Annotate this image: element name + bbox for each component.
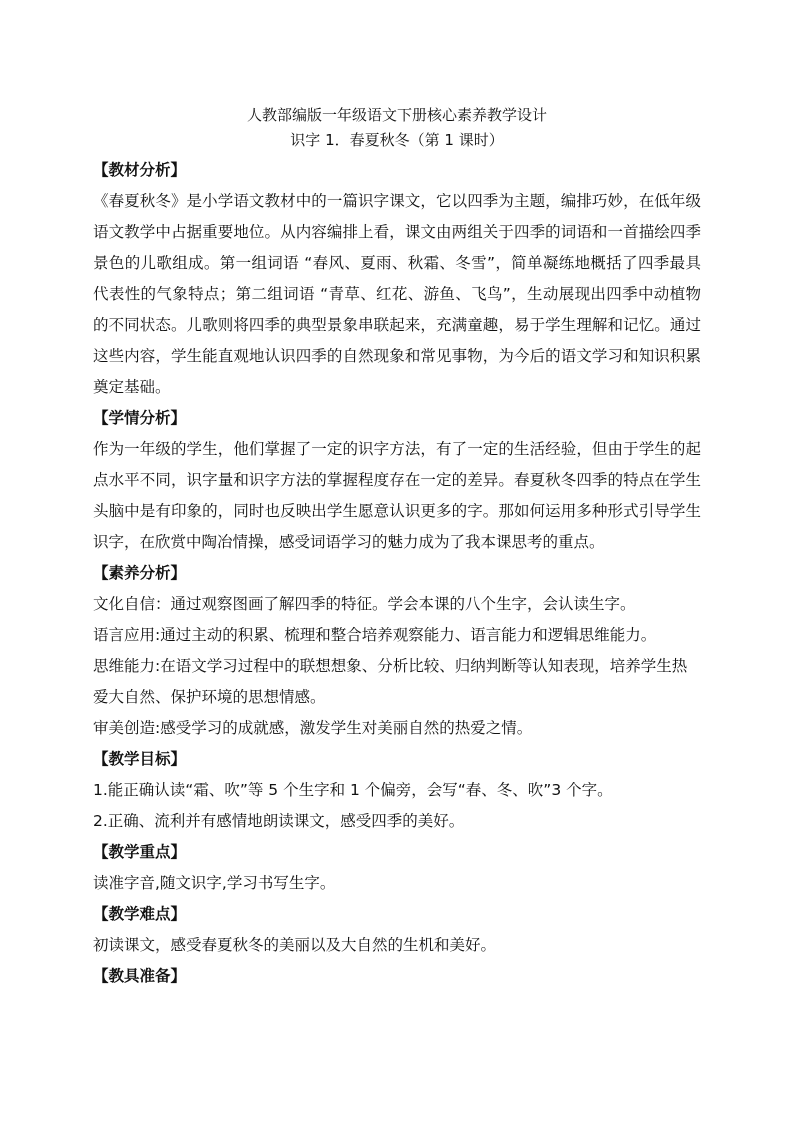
heading-textbook-analysis: 【教材分析】 xyxy=(93,161,187,179)
heading-teaching-key-points: 【教学重点】 xyxy=(93,843,187,861)
heading-literacy-analysis: 【素养分析】 xyxy=(93,564,187,582)
literacy-item-thinking-ability: 思维能力:在语文学习过程中的联想想象、分析比较、归纳判断等认知表现，培养学生热爱大自然、保护环境的思想情感。 xyxy=(93,657,688,706)
difficulties-text: 初读课文，感受春夏秋冬的美丽以及大自然的生机和美好。 xyxy=(93,936,497,954)
key-points-text: 读准字音,随文识字,学习书写生字。 xyxy=(93,874,336,892)
goal-item-1: 1.能正确认读“霜、吹”等 5 个生字和 1 个偏旁，会写“春、冬、吹”3 个字。 xyxy=(93,781,613,799)
heading-student-analysis: 【学情分析】 xyxy=(93,409,187,427)
document-subtitle: 识字 1．春夏秋冬（第 1 课时） xyxy=(290,131,504,149)
paragraph-textbook-analysis: 《春夏秋冬》是小学语文教材中的一篇识字课文，它以四季为主题，编排巧妙，在低年级语文教学中占据重要地位。从内容编排上看，课文由两组关于四季的词语和一首描绘四季景色的儿歌组成。第一组词语 “春风、夏雨、秋霜、冬雪”，简单凝练地概括了四季最具代表性的气象特点；第二组词语 “青草、红花、游鱼、飞鸟”，生动展现出四季中动植物的不同状态。儿歌则将四季的典型景象串联起来，充满童趣，易于学生理解和记忆。通过这些内容，学生能直观地认识四季的自然现象和常见事物，为今后的语文学习和知识积累奠定基础。 xyxy=(93,192,701,396)
heading-teaching-materials: 【教具准备】 xyxy=(93,967,187,985)
document-content xyxy=(93,103,701,992)
literacy-item-language-use: 语言应用:通过主动的积累、梳理和整合培养观察能力、语言能力和逻辑思维能力。 xyxy=(93,626,657,644)
heading-teaching-difficulties: 【教学难点】 xyxy=(93,905,187,923)
heading-teaching-goals: 【教学目标】 xyxy=(93,750,187,768)
literacy-item-cultural-confidence: 文化自信：通过观察图画了解四季的特征。学会本课的八个生字，会认读生字。 xyxy=(93,595,636,613)
literacy-item-aesthetic-creation: 审美创造:感受学习的成就感，激发学生对美丽自然的热爱之情。 xyxy=(93,719,533,737)
document-title: 人教部编版一年级语文下册核心素养教学设计 xyxy=(246,106,547,124)
goal-item-2: 2.正确、流利并有感情地朗读课文，感受四季的美好。 xyxy=(93,812,465,830)
paragraph-student-analysis: 作为一年级的学生，他们掌握了一定的识字方法，有了一定的生活经验，但由于学生的起点水平不同，识字量和识字方法的掌握程度存在一定的差异。春夏秋冬四季的特点在学生头脑中是有印象的，同时也反映出学生愿意认识更多的字。那如何运用多种形式引导学生识字，在欣赏中陶冶情操，感受词语学习的魅力成为了我本课思考的重点。 xyxy=(93,440,701,551)
